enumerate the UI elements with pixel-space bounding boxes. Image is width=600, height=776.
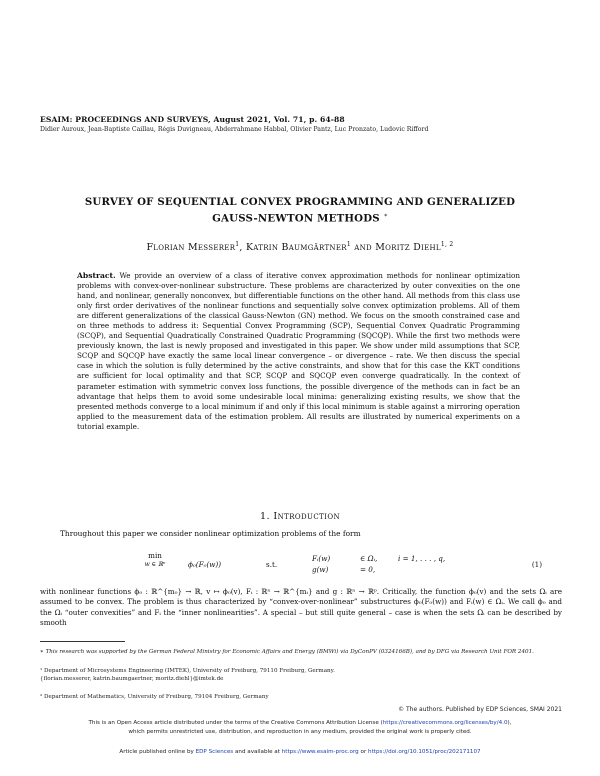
published-or: or bbox=[360, 749, 367, 755]
abstract-text: We provide an overview of a class of iterative convex approximation methods for nonlinear optimization problems with convex-over-nonlinear substructure. These problems are characterized by outer convexities on the one hand, and nonlinear, generally nonconvex, but differentiable functions on the other hand. All methods from this class use only first order derivatives of the nonlinear functions and sequentially solve convex optimization problems. All of them are different generalizations of the classical Gauss-Newton (GN) method. We focus on the smooth constrained case and on three methods to address it: Sequential Convex Programming (SCP), Sequential Convex Quadratic Programming (SCQP), and Sequential Quadratically Constrained Quadratic Programming (SQCQP). While the first two methods were previously known, the last is newly proposed and investigated in this paper. We show under mild assumptions that SCP, SCQP and SQCQP have exactly the same local linear convergence – or divergence – rate. We then discuss the special case in which the solution is fully determined by the active constraints, and show that for this case the KKT conditions are sufficient for local optimality and that SCP, SCQP and SQCQP even converge quadratically. In the context of parameter estimation with symmetric convex loss functions, the possible divergence of the methods can in fact be an advantage that helps them to avoid some undesirable local minima: generalizing existing results, we show that the presented methods converge to a local minimum if and only if this local minimum is stable against a mirroring operation applied to the measurement data of the estimation problem. All results are illustrated by numerical experiments on a tutorial example. bbox=[77, 271, 520, 431]
footnote-affil-1 bbox=[40, 668, 562, 684]
eq-constraint-1-rhs: ∈ Ωᵢ, bbox=[360, 554, 378, 563]
journal-name: ESAIM: PROCEEDINGS AND SURVEYS, bbox=[40, 115, 211, 124]
author-1-affil: 1 bbox=[235, 241, 240, 248]
published-line bbox=[0, 749, 600, 755]
title-footnote-mark: ∗ bbox=[383, 212, 388, 219]
eq-index-range: i = 1, . . . , q, bbox=[398, 554, 446, 563]
eq-min: min bbox=[148, 551, 162, 560]
author-1: Florian Messerer bbox=[146, 242, 236, 254]
eq-constraint-2-lhs: g(w) bbox=[312, 565, 329, 574]
journal-volume: August 2021, Vol. 71, p. 64-88 bbox=[213, 115, 345, 124]
paper-title bbox=[0, 196, 600, 225]
section-number: 1. bbox=[260, 511, 270, 522]
title-line-2: GAUSS-NEWTON METHODS bbox=[212, 212, 380, 225]
copyright-line: © The authors. Published by EDP Sciences, SMAI 2021 bbox=[398, 706, 562, 713]
footnote-affil-1-text: ¹ Department of Microsystems Engineering (IMTEK), University of Freiburg, 79110 Freiburg, Germany. bbox=[40, 668, 335, 674]
doi-link[interactable]: https://doi.org/10.1051/proc/202171107 bbox=[368, 749, 481, 755]
license-text-1: This is an Open Access article distributed under the terms of the Creative Commons Attribution License ( bbox=[88, 720, 383, 726]
intro-lead: Throughout this paper we consider nonlinear optimization problems of the form bbox=[60, 529, 361, 538]
site-link[interactable]: https://www.esaim-proc.org bbox=[281, 749, 359, 755]
author-and: and bbox=[354, 242, 372, 254]
section-heading bbox=[0, 511, 600, 522]
author-2-affil: 1 bbox=[346, 241, 351, 248]
footnote-rule bbox=[40, 641, 125, 642]
author-3-affil: 1, 2 bbox=[440, 241, 454, 248]
publisher-link[interactable]: EDP Sciences bbox=[195, 749, 234, 755]
eq-constraint-1-lhs: Fᵢ(w) bbox=[312, 554, 331, 563]
published-pre: Article published online by bbox=[119, 749, 194, 755]
abstract-label: Abstract. bbox=[77, 271, 116, 280]
eq-constraint-2-rhs: = 0, bbox=[360, 565, 376, 574]
author-2: Katrin Baumgärtner bbox=[245, 242, 347, 254]
license-link[interactable]: https://creativecommons.org/licenses/by/4.0 bbox=[382, 720, 508, 726]
journal-header bbox=[40, 115, 345, 124]
license-notice bbox=[0, 719, 600, 736]
footnote-funding-text: ∗ This research was supported by the German Federal Ministry for Economic Affairs and Energy (BMWi) via DyConPV (0324166B), and by DFG via Research Unit FOR 2401. bbox=[40, 649, 534, 655]
intro-body: with nonlinear functions ϕ₀ : ℝ^{m₀} → ℝ, v ↦ ϕ₀(v), Fᵢ : ℝⁿ → ℝ^{mᵢ} and g : ℝⁿ → ℝᵖ. Critically, the function ϕ₀(v) and the sets Ωᵢ are assumed to be convex. The problem is thus characterized by “convex-over-nonlinear” substructures ϕ₀(F₀(w)) and Fᵢ(w) ∈ Ωᵢ. We call ϕ₀ and the Ωᵢ “outer convexities” and Fᵢ the “inner nonlinearities”. A special – but still quite general – case is when the sets Ωᵢ can be described by smooth bbox=[40, 587, 562, 628]
eq-objective: ϕ₀(F₀(w)) bbox=[188, 560, 222, 569]
abstract bbox=[77, 271, 520, 432]
title-line-1: SURVEY OF SEQUENTIAL CONVEX PROGRAMMING AND GENERALIZED bbox=[84, 196, 516, 208]
section-title: Introduction bbox=[273, 511, 340, 522]
author-3: Moritz Diehl bbox=[375, 242, 441, 254]
footnote-affil-2: ² Department of Mathematics, University of Freiburg, 79104 Freiburg, Germany bbox=[40, 694, 269, 700]
license-text-3: which permits unrestricted use, distribution, and reproduction in any medium, provided the original work is properly cited. bbox=[128, 728, 472, 735]
published-mid: and available at bbox=[234, 749, 280, 755]
eq-number: (1) bbox=[531, 560, 542, 569]
equation-1 bbox=[120, 551, 542, 585]
footnote-funding bbox=[40, 649, 562, 657]
license-text-2: ), bbox=[507, 720, 512, 726]
editors-line: Didier Auroux, Jean-Baptiste Caillau, Régis Duvigneau, Abderrahmane Habbal, Olivier Pantz, Luc Pronzato, Ludovic Rifford bbox=[40, 126, 429, 133]
eq-subject-to: s.t. bbox=[266, 560, 278, 569]
eq-min-domain: w ∈ ℝⁿ bbox=[144, 561, 166, 568]
footnote-emails: {florian.messerer, katrin.baumgaertner, moritz.diehl}@imtek.de bbox=[40, 675, 224, 682]
author-list: Florian Messerer$^1$, Katrin Baumgärtner$^1$ and Moritz Diehl$^{1, 2}$ bbox=[146, 241, 454, 254]
